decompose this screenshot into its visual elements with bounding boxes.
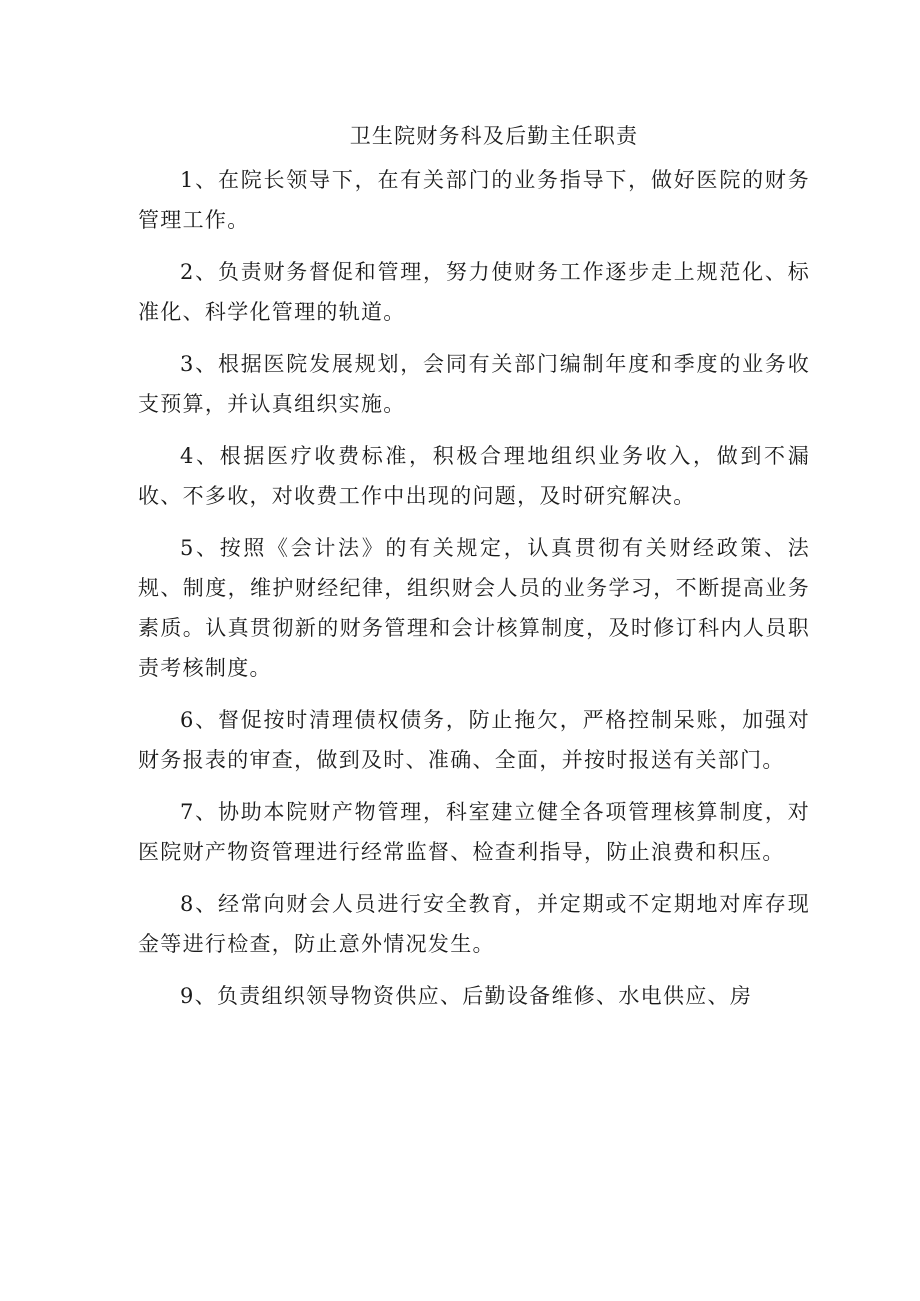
paragraph-5: 5、按照《会计法》的有关规定，认真贯彻有关财经政策、法规、制度，维护财经纪律，组织财会人员的业务学习，不断提高业务素质。认真贯彻新的财务管理和会计核算制度，及时修订科内人员职责考核制度。	[138, 536, 810, 680]
document-title: 卫生院财务科及后勤主任职责	[349, 124, 639, 148]
paragraph-9: 9、负责组织领导物资供应、后勤设备维修、水电供应、房	[180, 984, 753, 1008]
paragraph-3: 3、根据医院发展规划，会同有关部门编制年度和季度的业务收支预算，并认真组织实施。	[138, 352, 810, 416]
paragraph-1: 1、在院长领导下，在有关部门的业务指导下，做好医院的财务管理工作。	[138, 168, 810, 232]
paragraph-4: 4、根据医疗收费标准，积极合理地组织业务收入，做到不漏收、不多收，对收费工作中出现的问题，及时研究解决。	[138, 444, 810, 508]
paragraph-6: 6、督促按时清理债权债务，防止拖欠，严格控制呆账，加强对财务报表的审查，做到及时、准确、全面，并按时报送有关部门。	[138, 708, 810, 772]
paragraph-7: 7、协助本院财产物管理，科室建立健全各项管理核算制度，对医院财产物资管理进行经常监督、检查利指导，防止浪费和积压。	[138, 800, 810, 864]
paragraph-8: 8、经常向财会人员进行安全教育，并定期或不定期地对库存现金等进行检查，防止意外情况发生。	[138, 892, 810, 956]
paragraph-2: 2、负责财务督促和管理，努力使财务工作逐步走上规范化、标准化、科学化管理的轨道。	[138, 260, 810, 324]
document-body	[138, 116, 810, 1028]
